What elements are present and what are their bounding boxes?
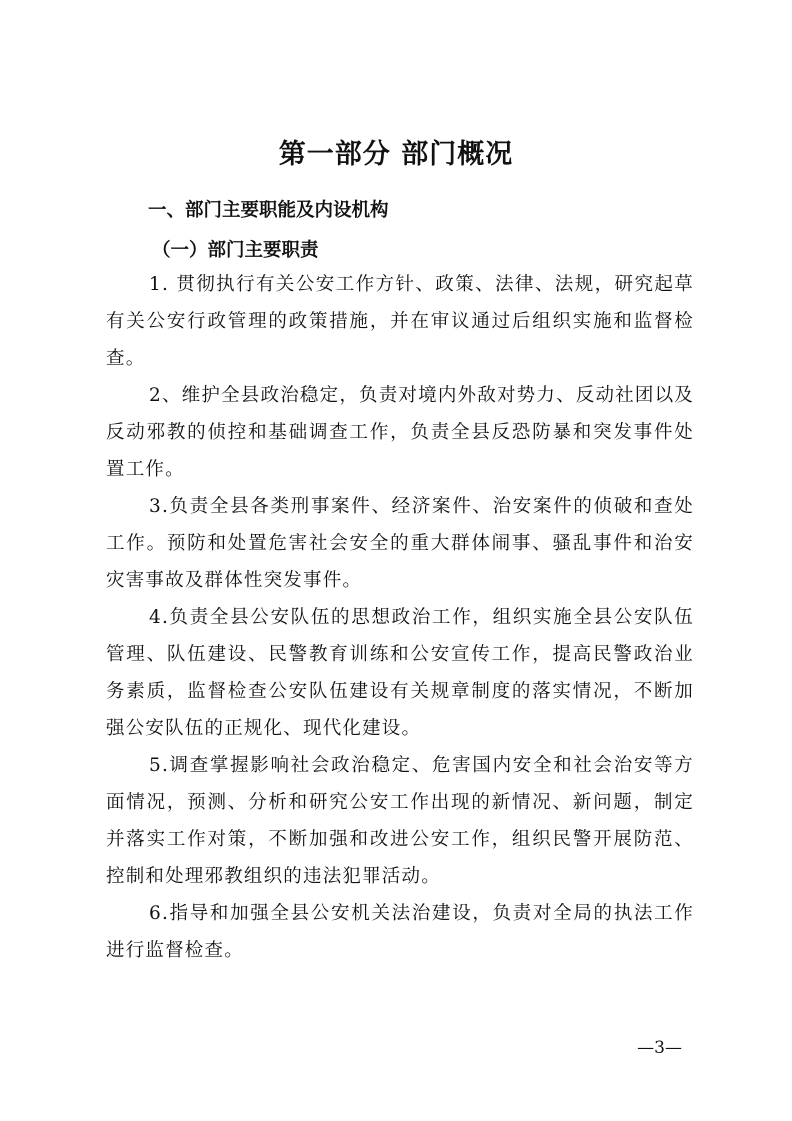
paragraph-4: 4.负责全县公安队伍的思想政治工作，组织实施全县公安队伍管理、队伍建设、民警教育训练和公安宣传工作，提高民警政治业务素质，监督检查公安队伍建设有关规章制度的落实情况，不断加强公安队伍的正规化、现代化建设。 [106,607,694,739]
paragraph-1: 1. 贯彻执行有关公安工作方针、政策、法律、法规，研究起草有关公安行政管理的政策措施，并在审议通过后组织实施和监督检查。 [106,274,694,369]
paragraph-6: 6.指导和加强全县公安机关法治建设，负责对全局的执法工作进行监督检查。 [106,903,694,961]
page-number: —3— [637,1038,682,1058]
section-heading: 一、部门主要职能及内设机构 [148,200,389,221]
paragraph-5: 5.调查掌握影响社会政治稳定、危害国内安全和社会治安等方面情况，预测、分析和研究公安工作出现的新情况、新问题，制定并落实工作对策，不断加强和改进公安工作，组织民警开展防范、控制和处理邪教组织的违法犯罪活动。 [106,755,694,887]
paragraph-2: 2、维护全县政治稳定，负责对境内外敌对势力、反动社团以及反动邪教的侦控和基础调查工作，负责全县反恐防暴和突发事件处置工作。 [106,385,694,480]
paragraph-3: 3.负责全县各类刑事案件、经济案件、治安案件的侦破和查处工作。预防和处置危害社会安全的重大群体闹事、骚乱事件和治安灾害事故及群体性突发事件。 [106,496,694,591]
subsection-heading: （一）部门主要职责 [152,240,319,261]
body-text [106,266,694,969]
page-title: 第一部分 部门概况 [278,139,514,170]
